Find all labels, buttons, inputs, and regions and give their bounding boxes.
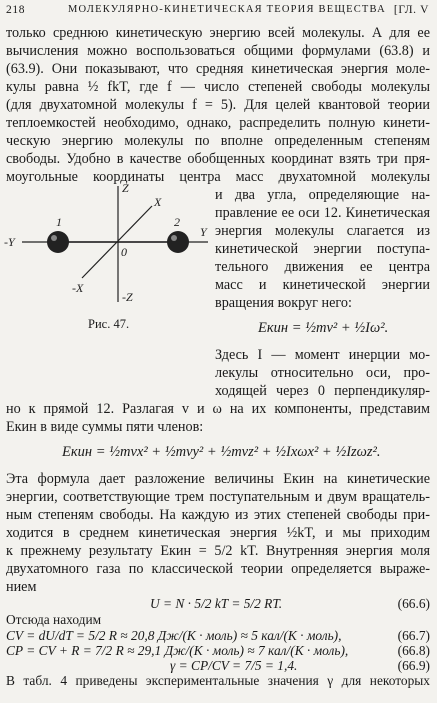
text-line: к прежнему результату Eкин = 5/2 kT. Внутренняя энергия моля bbox=[6, 543, 430, 559]
text-line: ходится в среднем кинетическая энергия ½kT, и мы приходим bbox=[6, 525, 430, 541]
text-line: Отсюда находим bbox=[6, 612, 102, 627]
text-line: вычисления можно воспользоваться общими формулами (63.8) и bbox=[6, 43, 430, 59]
text-line: энергии, соответствующие трем поступательным и двум вращатель- bbox=[6, 489, 430, 505]
label-origin: 0 bbox=[121, 245, 127, 259]
label-minus-y: -Y bbox=[4, 235, 15, 249]
page-number: 218 bbox=[6, 4, 26, 16]
equation-66-6: U = N · 5/2 kT = 5/2 RT. bbox=[150, 596, 283, 611]
text-line: масс и кинетической энергии bbox=[215, 277, 430, 293]
text-line: моугольные координаты центра масс двухатомной молекулы bbox=[6, 169, 430, 185]
equation-number-66-7: (66.7) bbox=[397, 628, 430, 643]
equation-number-66-6: (66.6) bbox=[397, 596, 430, 611]
label-atom-2: 2 bbox=[174, 215, 180, 229]
text-line: ходящей через 0 перпендикуляр- bbox=[215, 383, 430, 399]
formula-rotation-energy: Eкин = ½mv² + ½Iω². bbox=[258, 320, 389, 336]
label-z: Z bbox=[122, 181, 129, 195]
text-line: (для двухатомной молекулы f = 5). Для целей квантовой теории bbox=[6, 97, 430, 113]
label-minus-x: -X bbox=[72, 281, 84, 295]
text-line: Eкин в виде суммы пяти членов: bbox=[6, 419, 204, 435]
text-line: и два угла, определяющие на- bbox=[215, 187, 430, 203]
figure-caption: Рис. 47. bbox=[88, 317, 130, 331]
text-line: вращения вокруг него: bbox=[215, 295, 352, 311]
equation-66-8: CP = CV + R = 7/2 R ≈ 29,1 Дж/(К · моль) ≈ 7 кал/(К · моль), bbox=[6, 643, 349, 658]
running-title: МОЛЕКУЛЯРНО-КИНЕТИЧЕСКАЯ ТЕОРИЯ ВЕЩЕСТВА bbox=[68, 4, 386, 15]
text-line: лекулы относительно оси, про- bbox=[215, 365, 430, 381]
text-line: но к прямой 12. Разлагая v и ω на их компоненты, представим bbox=[6, 401, 430, 417]
label-atom-1: 1 bbox=[56, 215, 62, 229]
chapter-marker: [ГЛ. V bbox=[393, 4, 429, 16]
equation-number-66-9: (66.9) bbox=[397, 658, 430, 673]
label-y: Y bbox=[200, 225, 207, 239]
text-line: двухатомного газа по классической теории определяется выраже- bbox=[6, 561, 430, 577]
text-line: Эта формула дает разложение величины Eкин на кинетические bbox=[6, 471, 430, 487]
text-line: энергия молекулы слагается из bbox=[215, 223, 430, 239]
label-minus-z: -Z bbox=[122, 290, 133, 304]
text-line: ным степеням свободы. На каждую из этих степеней свободы при- bbox=[6, 507, 430, 523]
formula-energy-sum: Eкин = ½mvx² + ½mvy² + ½mvz² + ½Ixωx² + ½Izωz². bbox=[62, 444, 381, 460]
label-x: X bbox=[154, 195, 162, 209]
equation-number-66-8: (66.8) bbox=[397, 643, 430, 658]
text-line: правление ее оси 12. Кинетическая bbox=[215, 205, 430, 221]
text-line: (63.9). Они показывают, что средняя кинетическая энергия моле- bbox=[6, 61, 430, 77]
text-line: ческую энергию молекулы по вполне определенным степеням bbox=[6, 133, 430, 149]
equation-66-9: γ = CP/CV = 7/5 = 1,4. bbox=[170, 658, 298, 673]
text-line: Здесь I — момент инерции мо- bbox=[215, 347, 430, 363]
text-line: нием bbox=[6, 579, 37, 595]
text-line: кулы равна ½ fkT, где f — число степеней свободы молекулы bbox=[6, 79, 430, 95]
text-line: В табл. 4 приведены экспериментальные значения γ для некоторых bbox=[6, 673, 430, 688]
text-line: кинетической энергии поступа- bbox=[215, 241, 430, 257]
text-line: только среднюю кинетическую энергию всей молекулы. А для ее bbox=[6, 25, 430, 41]
equation-66-7: CV = dU/dT = 5/2 R ≈ 20,8 Дж/(К · моль) ≈ 5 кал/(К · моль), bbox=[6, 628, 342, 643]
text-line: свободы. Удобно в качестве обобщенных координат взять три пря- bbox=[6, 151, 430, 167]
text-line: тельного движения ее центра bbox=[215, 259, 430, 275]
text-line: теплоемкостей необходимо, однако, распределить полную кинети- bbox=[6, 115, 430, 131]
